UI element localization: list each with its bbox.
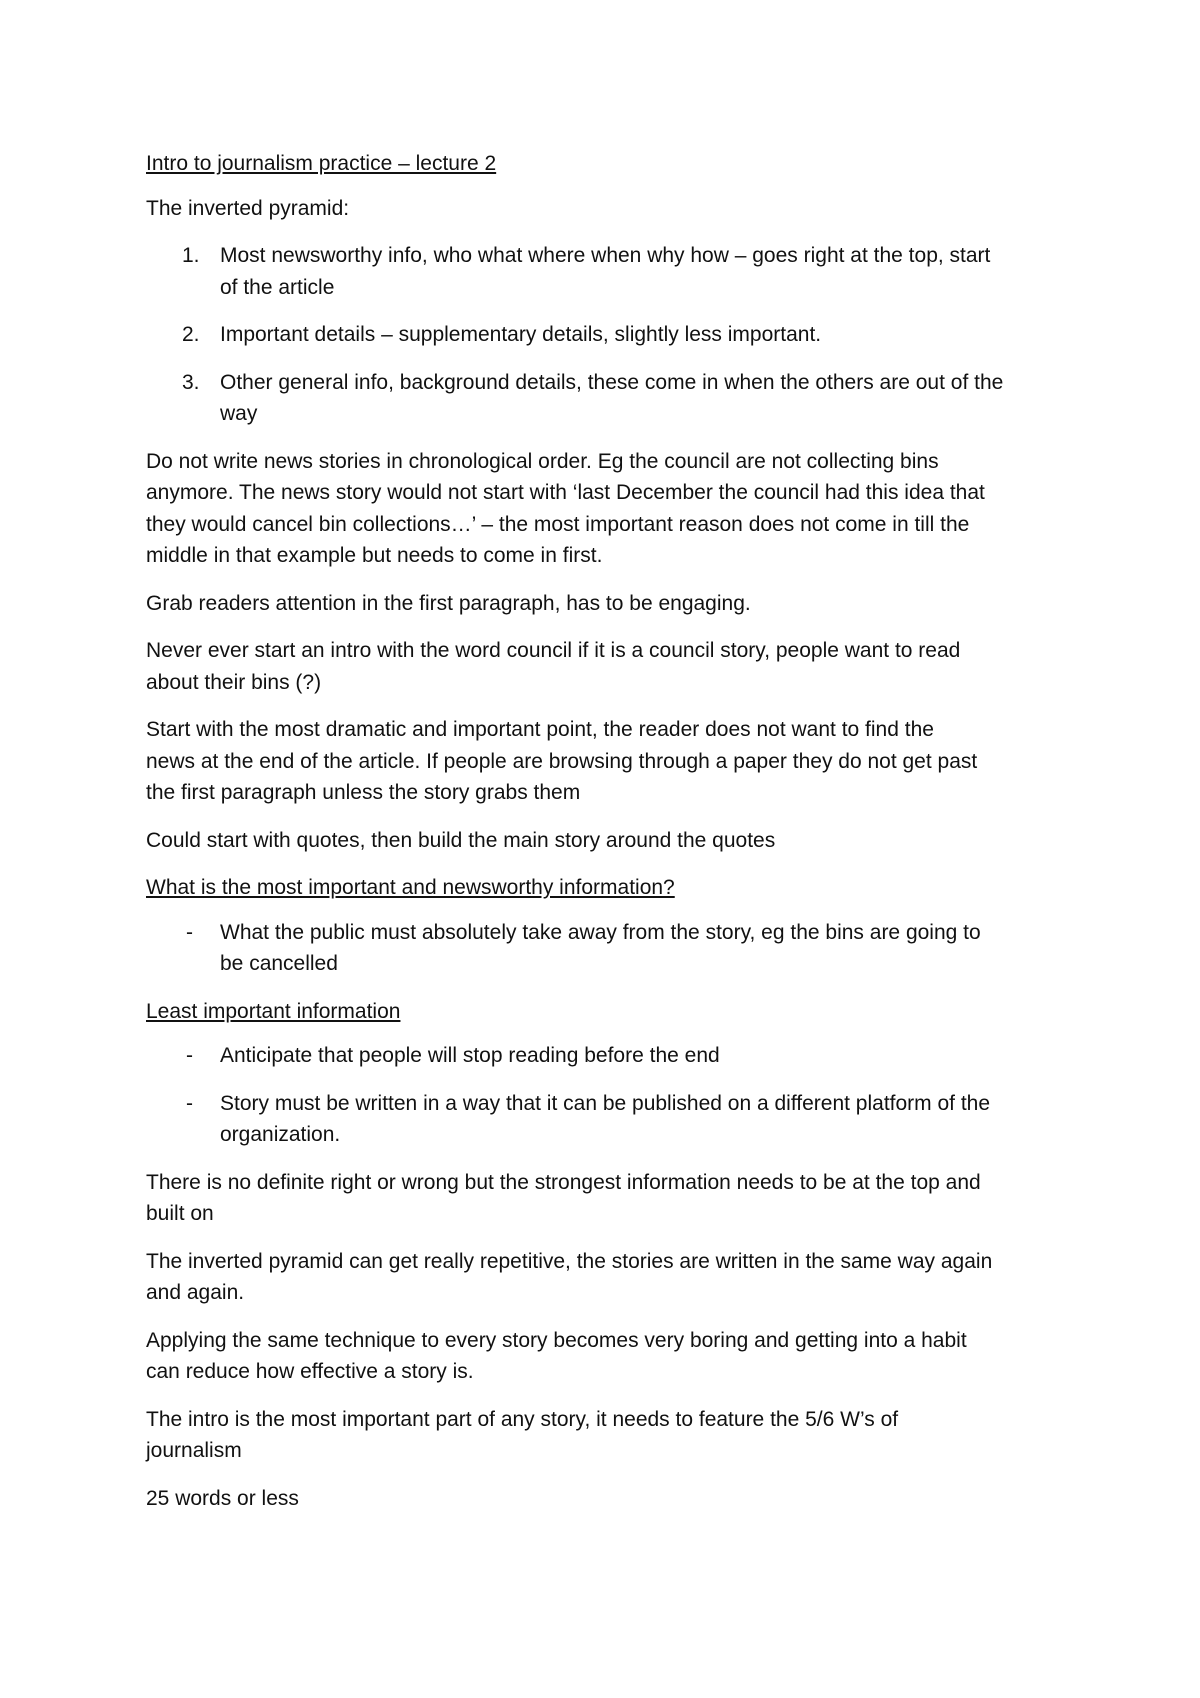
paragraph [146,1483,1076,1515]
paragraph-line: built on [146,1202,214,1225]
bullet-list-item [146,1040,1076,1072]
paragraph [146,588,1076,620]
list-item-line: of the article [220,275,335,299]
numbered-list [146,240,1076,430]
list-item-line: Story must be written in a way that it can be published on a different platform of the [220,1091,991,1115]
paragraph-line: they would cancel bin collections…’ – the most important reason does not come in till the [146,512,970,536]
bullet-list-item [146,917,1076,980]
paragraph-line: 25 words or less [146,1486,299,1510]
paragraph-line: Never ever start an intro with the word council if it is a council story, people want to read [146,639,961,662]
paragraph-line: middle in that example but needs to come in first. [146,544,603,567]
bullet-list-item [146,1088,1076,1151]
document-title: Intro to journalism practice – lecture 2 [146,152,497,175]
paragraph-line: can reduce how effective a story is. [146,1360,474,1383]
numbered-list-item [146,367,1076,430]
paragraph [146,714,1076,809]
paragraph-line: anymore. The news story would not start with ‘last December the council had this idea that [146,481,985,504]
paragraph [146,1404,1076,1467]
inverted-pyramid-label: The inverted pyramid: [146,196,350,220]
section-heading-important: What is the most important and newsworthy information? [146,876,675,899]
paragraph-line: about their bins (?) [146,670,322,694]
paragraph [146,1167,1076,1230]
list-number: 2. [182,323,200,346]
section-heading-least: Least important information [146,999,401,1023]
paragraph [146,446,1076,572]
list-item-line: organization. [220,1123,341,1146]
paragraph-line: and again. [146,1281,245,1304]
paragraph-line: Do not write news stories in chronological order. Eg the council are not collecting bins [146,449,939,473]
list-item-line: Anticipate that people will stop reading before the end [220,1044,720,1067]
paragraph-line: the first paragraph unless the story grabs them [146,781,581,804]
paragraph-line: news at the end of the article. If people are browsing through a paper they do not get past [146,749,978,773]
paragraph-line: Grab readers attention in the first paragraph, has to be engaging. [146,591,751,615]
paragraph-line: Start with the most dramatic and important point, the reader does not want to find the [146,718,934,741]
list-item-line: What the public must absolutely take away from the story, eg the bins are going to [220,920,981,944]
paragraph-line: The intro is the most important part of any story, it needs to feature the 5/6 W’s of [146,1407,899,1431]
paragraph [146,1246,1076,1309]
paragraph [146,1325,1076,1388]
list-item-line: Other general info, background details, these come in when the others are out of the [220,370,1004,394]
dash-bullet: - [186,920,193,944]
paragraph-line: The inverted pyramid can get really repetitive, the stories are written in the same way again [146,1249,993,1273]
paragraph-line: Applying the same technique to every story becomes very boring and getting into a habit [146,1328,967,1352]
bullet-list [146,1040,1076,1151]
list-number: 3. [182,370,200,394]
document-page [146,148,1076,1530]
paragraph-line: Could start with quotes, then build the main story around the quotes [146,828,776,852]
paragraph [146,635,1076,698]
paragraph [146,825,1076,857]
list-item-line: Most newsworthy info, who what where when why how – goes right at the top, start [220,244,991,267]
paragraph-line: journalism [146,1439,242,1462]
paragraph-line: There is no definite right or wrong but the strongest information needs to be at the top and [146,1170,981,1194]
list-number: 1. [182,244,200,267]
bullet-list [146,917,1076,980]
list-item-line: Important details – supplementary details, slightly less important. [220,323,822,346]
dash-bullet: - [186,1091,193,1115]
list-item-line: way [220,402,258,425]
list-item-line: be cancelled [220,952,338,975]
numbered-list-item [146,319,1076,351]
dash-bullet: - [186,1044,193,1067]
numbered-list-item [146,240,1076,303]
